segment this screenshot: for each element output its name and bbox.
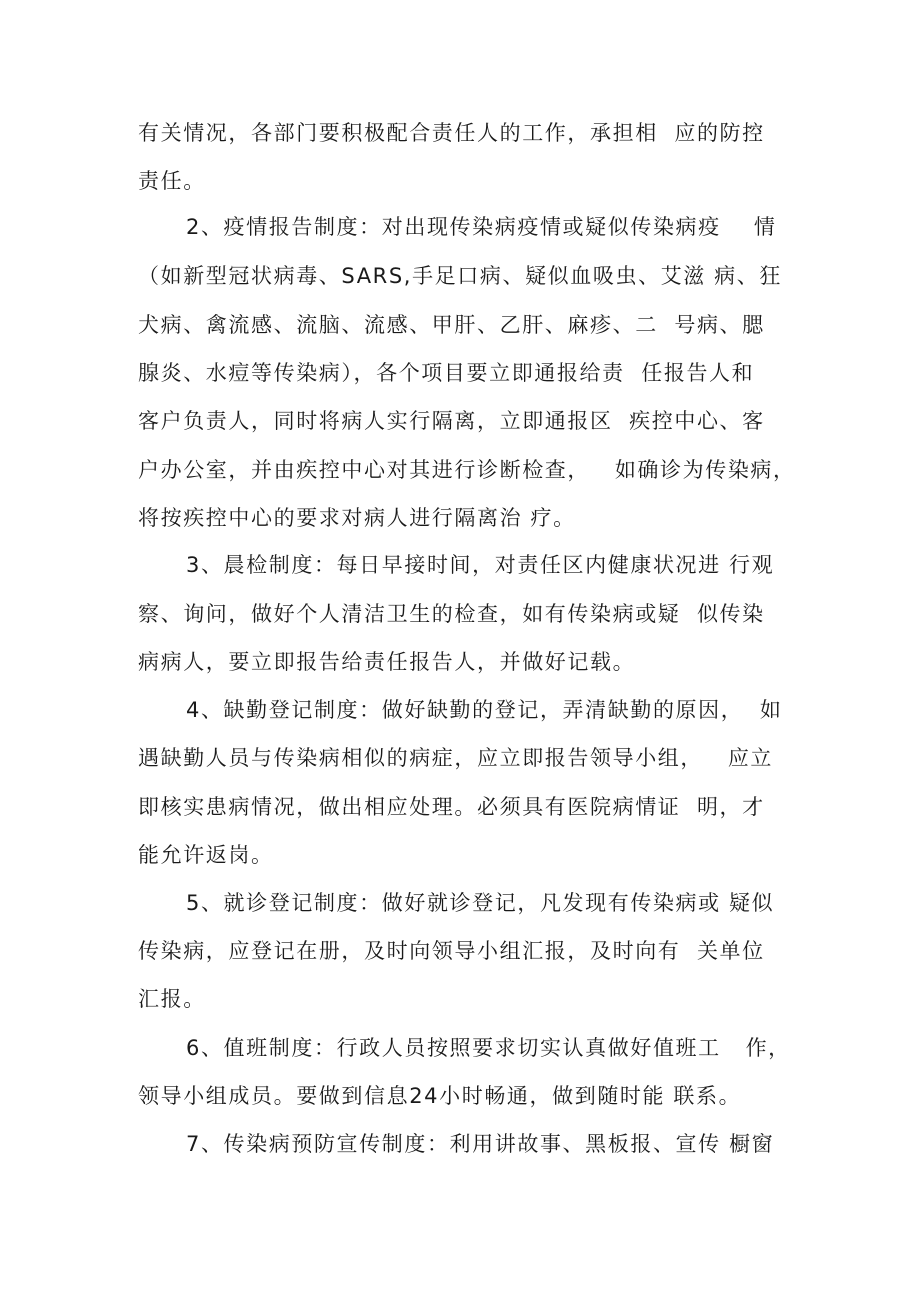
paragraph-7-start: 7、传染病预防宣传制度：利用讲故事、黑板报、宣传 橱窗 [186, 1132, 775, 1156]
text-line: 病病人，要立即报告给责任报告人，并做好记载。 [138, 650, 636, 674]
text-line: 有关情况，各部门要积极配合责任人的工作，承担相 应的防控 [138, 121, 765, 145]
text-line: （如新型冠状病毒、SARS,手足口病、疑似血吸虫、艾滋 病、狂 [138, 264, 782, 288]
text-line: 将按疾控中心的要求对病人进行隔离治 疗。 [138, 506, 576, 530]
paragraph-3-start: 3、晨检制度：每日早接时间，对责任区内健康状况进 行观 [186, 553, 775, 577]
text-line: 腺炎、水痘等传染病），各个项目要立即通报给责 任报告人和 [138, 361, 755, 385]
paragraph-2-start: 2、疫情报告制度：对出现传染病疫情或疑似传染病疫 情 [186, 215, 777, 239]
text-line: 领导小组成员。要做到信息24小时畅通，做到随时能 联系。 [138, 1084, 742, 1108]
paragraph-5-start: 5、就诊登记制度：做好就诊登记，凡发现有传染病或 疑似 [186, 891, 775, 915]
paragraph-4-start: 4、缺勤登记制度：做好缺勤的登记，弄清缺勤的原因， 如 [186, 698, 783, 722]
text-line: 汇报。 [138, 987, 206, 1011]
paragraph-6-start: 6、值班制度：行政人员按照要求切实认真做好值班工 作， [186, 1036, 791, 1060]
text-line: 遇缺勤人员与传染病相似的病症，应立即报告领导小组， 应立 [138, 746, 774, 770]
text-line: 能允许返岗。 [138, 843, 274, 867]
text-line: 户办公室，并由疾控中心对其进行诊断检查， 如确诊为传染病， [138, 458, 796, 482]
text-line: 犬病、禽流感、流脑、流感、甲肝、乙肝、麻疹、二 号病、腮 [138, 313, 765, 337]
text-line: 责任。 [138, 169, 206, 193]
text-line: 即核实患病情况，做出相应处理。必须具有医院病情证 明，才 [138, 795, 765, 819]
text-line: 传染病，应登记在册，及时向领导小组汇报，及时向有 关单位 [138, 939, 765, 963]
text-line: 察、询问，做好个人清洁卫生的检查，如有传染病或疑 似传染 [138, 602, 765, 626]
text-line: 客户负责人，同时将病人实行隔离，立即通报区 疾控中心、客 [138, 409, 765, 433]
